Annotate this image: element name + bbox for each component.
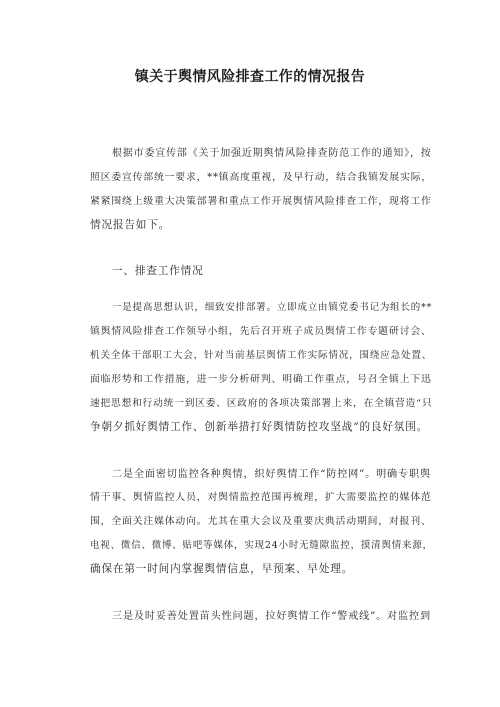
paragraph-3-line-5: 确保在第一时间内掌握舆情信息，早预案、早处理。: [90, 563, 354, 575]
paragraph-3-line-1: 二是全面密切监控各种舆情，织好舆情工作“防控网”。明确专职舆: [112, 469, 431, 480]
paragraph-3-line-4: 电视、微信、微博、贴吧等媒体，实现24小时无缝隙监控，摸清舆情来源，: [90, 540, 433, 551]
paragraph-1-line-1: 根据市委宣传部《关于加强近期舆情风险排查防范工作的通知》，按: [112, 148, 432, 159]
section-heading: 一、排查工作情况: [112, 265, 204, 277]
paragraph-2-line-3: 机关全体干部职工大会，针对当前基层舆情工作实际情况，围绕应急处置、: [90, 350, 433, 361]
paragraph-1-line-4: 情况报告如下。: [90, 219, 171, 231]
paragraph-2-line-2: 镇舆情风险排查工作领导小组，先后召开班子成员舆情工作专题研讨会、: [90, 326, 432, 337]
paragraph-3-line-3: 围，全面关注媒体动向。尤其在重大会议及重要庆典活动期间，对报刊、: [90, 516, 432, 527]
document-title: 镇关于舆情风险排查工作的情况报告: [134, 69, 366, 85]
paragraph-2-line-5: 速把思想和行动统一到区委、区政府的各项决策部署上来，在全镇营造“只: [90, 398, 433, 409]
paragraph-1-line-3: 紧紧围绕上级重大决策部署和重点工作开展舆情风险排查工作，现将工作: [90, 196, 432, 207]
paragraph-2-line-4: 面临形势和工作措施，进一步分析研判、明确工作重点，号召全镇上下迅: [90, 374, 432, 385]
paragraph-3-line-2: 情干事、舆情监控人员，对舆情监控范围再梳理，扩大需要监控的媒体范: [90, 492, 432, 503]
paragraph-1-line-2: 照区委宣传部统一要求，**镇高度重视，及早行动，结合我镇发展实际，: [90, 172, 433, 183]
paragraph-4-line-1: 三是及时妥善处置苗头性问题，拉好舆情工作“警戒线”。对监控到: [112, 611, 431, 622]
paragraph-2-line-6: 争朝夕抓好舆情工作、创新举措打好舆情防控攻坚战”的良好氛围。: [90, 421, 429, 433]
paragraph-2-line-1: 一是提高思想认识，细致安排部署。立即成立由镇党委书记为组长的**: [112, 302, 433, 313]
